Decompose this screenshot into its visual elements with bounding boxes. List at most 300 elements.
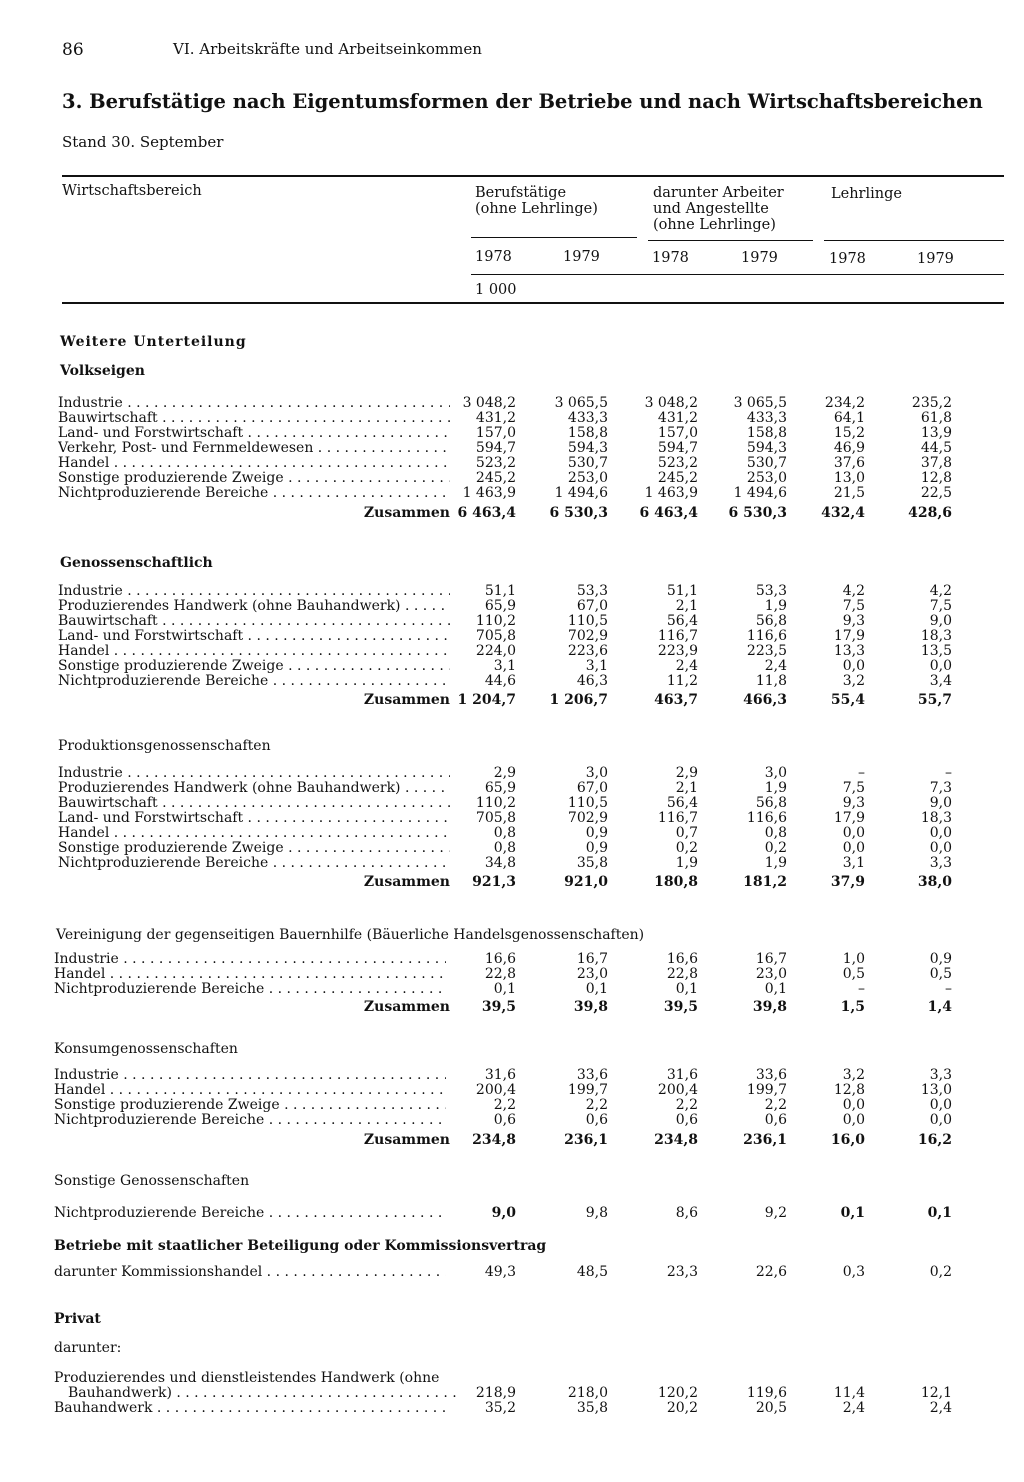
table-row — [0, 765, 1024, 780]
cell: 9,0 — [929, 613, 952, 629]
cell: 2,9 — [675, 765, 698, 781]
cell: 0,5 — [929, 966, 952, 982]
cell: 0,0 — [842, 840, 865, 856]
cell: 23,3 — [666, 1264, 698, 1280]
cell: 0,0 — [842, 658, 865, 674]
cell: 7,3 — [929, 780, 952, 796]
table-row — [0, 780, 1024, 795]
cell: 3,1 — [585, 658, 608, 674]
cell: 921,0 — [564, 874, 608, 890]
row-label: Bauhandwerk) . . . — [68, 1385, 460, 1401]
table-row — [0, 1205, 1024, 1220]
cell: 157,0 — [475, 425, 516, 441]
table-row — [0, 658, 1024, 673]
total-row — [0, 874, 1024, 889]
cell: 431,2 — [657, 410, 698, 426]
cell: 0,6 — [493, 1112, 516, 1128]
cell: 594,7 — [657, 440, 698, 456]
table-header-rule — [62, 302, 1004, 304]
row-label: Bauwirtschaft . . . — [58, 410, 450, 426]
table-row — [0, 470, 1024, 485]
cell: 1 463,9 — [644, 485, 698, 501]
row-label: Land- und Forstwirtschaft . . . — [58, 425, 450, 441]
row-label: Nichtproduzierende Bereiche . . . — [54, 981, 446, 997]
cell: 22,6 — [755, 1264, 787, 1280]
cell: 11,8 — [755, 673, 787, 689]
cell: 200,4 — [657, 1082, 698, 1098]
cell: 116,6 — [746, 628, 787, 644]
row-label: Handel . . . — [58, 825, 450, 841]
table-row — [0, 966, 1024, 981]
table-row — [0, 1082, 1024, 1097]
cell: 0,1 — [840, 1205, 865, 1221]
cell: 0,2 — [764, 840, 787, 856]
cell: 0,6 — [675, 1112, 698, 1128]
cell: 234,2 — [824, 395, 865, 411]
cell: 18,3 — [920, 810, 952, 826]
cell: 1,5 — [840, 999, 865, 1015]
cell: 61,8 — [920, 410, 952, 426]
table-row — [0, 1112, 1024, 1127]
section-sonstige-genossenschaften: Sonstige Genossenschaften — [54, 1173, 250, 1189]
row-label: Handel . . . — [54, 966, 446, 982]
cell: 2,2 — [493, 1097, 516, 1113]
total-row — [0, 999, 1024, 1014]
table-row — [0, 598, 1024, 613]
row-label: Nichtproduzierende Bereiche . . . — [58, 673, 450, 689]
total-label: Zusammen — [363, 1132, 450, 1148]
cell: 35,2 — [484, 1400, 516, 1416]
cell: 3 065,5 — [554, 395, 608, 411]
cell: – — [858, 765, 865, 781]
table-row — [0, 840, 1024, 855]
section-weitere-unterteilung: Weitere Unterteilung — [60, 334, 247, 350]
cell: 2,1 — [675, 780, 698, 796]
row-label: Produzierendes und dienstleistendes Handwerk (ohne — [54, 1370, 440, 1386]
cell: 39,5 — [481, 999, 516, 1015]
cell: 9,0 — [929, 795, 952, 811]
cell: 53,3 — [755, 583, 787, 599]
table-row — [0, 951, 1024, 966]
row-label: Sonstige produzierende Zweige . . . — [58, 840, 450, 856]
cell: 236,1 — [743, 1132, 787, 1148]
cell: 0,0 — [929, 658, 952, 674]
cell: 3 048,2 — [644, 395, 698, 411]
section-privat: Privat — [54, 1311, 101, 1327]
cell: 31,6 — [666, 1067, 698, 1083]
cell: 65,9 — [484, 780, 516, 796]
cell: 35,8 — [576, 1400, 608, 1416]
cell: 2,4 — [764, 658, 787, 674]
table-row — [0, 425, 1024, 440]
row-label: Industrie . . . — [58, 395, 450, 411]
cell: 38,0 — [917, 874, 952, 890]
cell: 4,2 — [842, 583, 865, 599]
cell: 3,0 — [585, 765, 608, 781]
cell: 3,4 — [929, 673, 952, 689]
group-lehrlinge: Lehrlinge — [831, 186, 902, 202]
cell: 218,9 — [475, 1385, 516, 1401]
cell: 9,2 — [764, 1205, 787, 1221]
cell: 110,5 — [567, 613, 608, 629]
group2-underline — [648, 240, 813, 241]
cell: 1,0 — [842, 951, 865, 967]
cell: 110,5 — [567, 795, 608, 811]
cell: 39,5 — [663, 999, 698, 1015]
cell: 0,6 — [764, 1112, 787, 1128]
cell: 433,3 — [746, 410, 787, 426]
cell: 12,8 — [920, 470, 952, 486]
cell: 0,6 — [585, 1112, 608, 1128]
cell: 180,8 — [654, 874, 698, 890]
cell: 0,1 — [927, 1205, 952, 1221]
row-label: Nichtproduzierende Bereiche . . . — [58, 855, 450, 871]
cell: 65,9 — [484, 598, 516, 614]
cell: 2,2 — [764, 1097, 787, 1113]
row-label: Land- und Forstwirtschaft . . . — [58, 628, 450, 644]
group3-underline — [824, 240, 1004, 241]
cell: 594,3 — [567, 440, 608, 456]
cell: 3,2 — [842, 673, 865, 689]
cell: 0,1 — [675, 981, 698, 997]
running-head: VI. Arbeitskräfte und Arbeitseinkommen — [173, 40, 482, 58]
cell: 1 494,6 — [554, 485, 608, 501]
table-row — [0, 1385, 1024, 1400]
cell: 37,9 — [830, 874, 865, 890]
cell: 181,2 — [743, 874, 787, 890]
cell: 48,5 — [576, 1264, 608, 1280]
cell: 16,0 — [830, 1132, 865, 1148]
section-produktionsgenossenschaften: Produktionsgenossenschaften — [58, 738, 271, 754]
cell: 9,3 — [842, 613, 865, 629]
row-label: Handel . . . — [58, 455, 450, 471]
table-row — [0, 395, 1024, 410]
cell: 3,1 — [493, 658, 516, 674]
cell: 702,9 — [567, 810, 608, 826]
cell: 0,0 — [929, 840, 952, 856]
cell: 234,8 — [472, 1132, 516, 1148]
cell: 0,9 — [585, 825, 608, 841]
cell: 0,0 — [842, 1097, 865, 1113]
cell: 16,6 — [666, 951, 698, 967]
cell: 1,4 — [927, 999, 952, 1015]
page-number: 86 — [62, 40, 84, 60]
cell: 7,5 — [929, 598, 952, 614]
cell: 20,5 — [755, 1400, 787, 1416]
cell: 199,7 — [746, 1082, 787, 1098]
cell: 18,3 — [920, 628, 952, 644]
cell: 22,5 — [920, 485, 952, 501]
cell: 2,2 — [585, 1097, 608, 1113]
row-label: Nichtproduzierende Bereiche . . . — [54, 1205, 446, 1221]
cell: 20,2 — [666, 1400, 698, 1416]
cell: 235,2 — [911, 395, 952, 411]
cell: 56,4 — [666, 795, 698, 811]
cell: 35,8 — [576, 855, 608, 871]
cell: 119,6 — [746, 1385, 787, 1401]
cell: 49,3 — [484, 1264, 516, 1280]
cell: 1 494,6 — [733, 485, 787, 501]
cell: 64,1 — [833, 410, 865, 426]
cell: 7,5 — [842, 598, 865, 614]
cell: 55,7 — [917, 692, 952, 708]
cell: 2,4 — [842, 1400, 865, 1416]
table-row — [0, 810, 1024, 825]
cell: 1 204,7 — [457, 692, 516, 708]
section-volkseigen: Volkseigen — [60, 363, 145, 379]
cell: 37,6 — [833, 455, 865, 471]
cell: 0,9 — [585, 840, 608, 856]
cell: 6 463,4 — [639, 505, 698, 521]
table-row — [0, 485, 1024, 500]
column-label: Wirtschaftsbereich — [62, 183, 202, 199]
cell: 2,1 — [675, 598, 698, 614]
group1-underline — [471, 237, 637, 238]
cell: 0,9 — [929, 951, 952, 967]
cell: 2,4 — [929, 1400, 952, 1416]
row-label: Sonstige produzierende Zweige . . . — [58, 658, 450, 674]
row-label: Bauwirtschaft . . . — [58, 613, 450, 629]
cell: 0,8 — [493, 825, 516, 841]
cell: 3 065,5 — [733, 395, 787, 411]
table-row — [0, 613, 1024, 628]
cell: 1,9 — [764, 598, 787, 614]
row-label: Sonstige produzierende Zweige . . . — [54, 1097, 446, 1113]
cell: 17,9 — [833, 628, 865, 644]
table-row — [0, 440, 1024, 455]
cell: 530,7 — [746, 455, 787, 471]
table-row — [0, 825, 1024, 840]
cell: 3,0 — [764, 765, 787, 781]
row-label: Industrie . . . — [54, 951, 446, 967]
cell: 432,4 — [821, 505, 865, 521]
cell: 0,5 — [842, 966, 865, 982]
cell: 56,8 — [755, 613, 787, 629]
year-header: 1978 — [829, 251, 866, 267]
row-label: Produzierendes Handwerk (ohne Bauhandwerk) . . . — [58, 780, 450, 796]
cell: 2,2 — [675, 1097, 698, 1113]
row-label: Produzierendes Handwerk (ohne Bauhandwerk) . . . — [58, 598, 450, 614]
cell: 16,7 — [755, 951, 787, 967]
cell: 23,0 — [755, 966, 787, 982]
section-staatliche-beteiligung: Betriebe mit staatlicher Beteiligung oder Kommissionsvertrag — [54, 1238, 547, 1254]
cell: 530,7 — [567, 455, 608, 471]
cell: 51,1 — [666, 583, 698, 599]
cell: 23,0 — [576, 966, 608, 982]
cell: 0,3 — [842, 1264, 865, 1280]
cell: 224,0 — [475, 643, 516, 659]
cell: 31,6 — [484, 1067, 516, 1083]
cell: 67,0 — [576, 780, 608, 796]
cell: 466,3 — [743, 692, 787, 708]
total-row — [0, 1132, 1024, 1147]
table-row — [0, 673, 1024, 688]
section-vdgb: Vereinigung der gegenseitigen Bauernhilfe (Bäuerliche Handelsgenossenschaften) — [56, 927, 645, 943]
cell: 116,6 — [746, 810, 787, 826]
cell: 37,8 — [920, 455, 952, 471]
cell: 13,0 — [920, 1082, 952, 1098]
total-label: Zusammen — [363, 692, 450, 708]
cell: 0,0 — [842, 825, 865, 841]
cell: 158,8 — [567, 425, 608, 441]
cell: 523,2 — [657, 455, 698, 471]
cell: 11,4 — [833, 1385, 865, 1401]
cell: 12,1 — [920, 1385, 952, 1401]
cell: 0,0 — [929, 825, 952, 841]
cell: 13,3 — [833, 643, 865, 659]
total-label: Zusammen — [363, 874, 450, 890]
cell: 15,2 — [833, 425, 865, 441]
cell: – — [945, 765, 952, 781]
table-subtitle: Stand 30. September — [62, 133, 224, 151]
cell: 2,4 — [675, 658, 698, 674]
cell: 1,9 — [764, 780, 787, 796]
row-label: Land- und Forstwirtschaft . . . — [58, 810, 450, 826]
cell: 46,3 — [576, 673, 608, 689]
cell: 1,9 — [764, 855, 787, 871]
cell: 218,0 — [567, 1385, 608, 1401]
cell: 44,5 — [920, 440, 952, 456]
cell: 55,4 — [830, 692, 865, 708]
cell: 67,0 — [576, 598, 608, 614]
row-label: Handel . . . — [58, 643, 450, 659]
row-label: Industrie . . . — [58, 765, 450, 781]
cell: 21,5 — [833, 485, 865, 501]
cell: 236,1 — [564, 1132, 608, 1148]
cell: 223,6 — [567, 643, 608, 659]
table-row — [0, 1400, 1024, 1415]
cell: 39,8 — [752, 999, 787, 1015]
cell: 0,1 — [585, 981, 608, 997]
cell: 158,8 — [746, 425, 787, 441]
table-row — [0, 795, 1024, 810]
table-row — [0, 981, 1024, 996]
cell: 22,8 — [484, 966, 516, 982]
cell: 39,8 — [573, 999, 608, 1015]
cell: 16,6 — [484, 951, 516, 967]
cell: 1 206,7 — [549, 692, 608, 708]
table-row — [0, 1097, 1024, 1112]
years-underline — [471, 274, 1004, 275]
cell: 0,0 — [842, 1112, 865, 1128]
table-row — [0, 628, 1024, 643]
cell: 16,2 — [917, 1132, 952, 1148]
section-genossenschaftlich: Genossenschaftlich — [60, 555, 213, 571]
table-row — [0, 455, 1024, 470]
cell: 199,7 — [567, 1082, 608, 1098]
row-label: Bauwirtschaft . . . — [58, 795, 450, 811]
cell: 56,8 — [755, 795, 787, 811]
cell: 11,2 — [666, 673, 698, 689]
cell: 431,2 — [475, 410, 516, 426]
cell: 253,0 — [567, 470, 608, 486]
year-header: 1978 — [475, 249, 512, 265]
cell: 705,8 — [475, 628, 516, 644]
cell: 0,0 — [929, 1112, 952, 1128]
cell: 53,3 — [576, 583, 608, 599]
row-label: Industrie . . . — [58, 583, 450, 599]
cell: 22,8 — [666, 966, 698, 982]
cell: 13,5 — [920, 643, 952, 659]
cell: 200,4 — [475, 1082, 516, 1098]
row-label: Nichtproduzierende Bereiche . . . — [58, 485, 450, 501]
cell: 0,1 — [764, 981, 787, 997]
cell: 223,9 — [657, 643, 698, 659]
row-label: Nichtproduzierende Bereiche . . . — [54, 1112, 446, 1128]
cell: 120,2 — [657, 1385, 698, 1401]
cell: 223,5 — [746, 643, 787, 659]
cell: 3,3 — [929, 855, 952, 871]
cell: 2,9 — [493, 765, 516, 781]
cell: 0,8 — [493, 840, 516, 856]
cell: 9,0 — [491, 1205, 516, 1221]
cell: 3,2 — [842, 1067, 865, 1083]
cell: 33,6 — [755, 1067, 787, 1083]
year-header: 1979 — [563, 249, 600, 265]
cell: – — [858, 981, 865, 997]
cell: 12,8 — [833, 1082, 865, 1098]
cell: 0,0 — [929, 1097, 952, 1113]
row-label: Handel . . . — [54, 1082, 446, 1098]
cell: 245,2 — [657, 470, 698, 486]
cell: 110,2 — [475, 795, 516, 811]
row-label: Industrie . . . — [54, 1067, 446, 1083]
unit-label: 1 000 — [475, 282, 517, 298]
cell: 0,1 — [493, 981, 516, 997]
table-row — [0, 643, 1024, 658]
cell: 0,2 — [929, 1264, 952, 1280]
table-row — [0, 1067, 1024, 1082]
cell: 463,7 — [654, 692, 698, 708]
cell: 44,6 — [484, 673, 516, 689]
cell: 56,4 — [666, 613, 698, 629]
cell: 433,3 — [567, 410, 608, 426]
row-label: Sonstige produzierende Zweige . . . — [58, 470, 450, 486]
total-label: Zusammen — [363, 999, 450, 1015]
year-header: 1979 — [741, 250, 778, 266]
cell: 594,3 — [746, 440, 787, 456]
darunter-label: darunter: — [54, 1340, 122, 1356]
cell: 594,7 — [475, 440, 516, 456]
cell: 16,7 — [576, 951, 608, 967]
total-row — [0, 692, 1024, 707]
cell: 116,7 — [657, 810, 698, 826]
cell: 1 463,9 — [462, 485, 516, 501]
table-row — [0, 855, 1024, 870]
cell: 0,7 — [675, 825, 698, 841]
cell: 1,9 — [675, 855, 698, 871]
cell: 13,9 — [920, 425, 952, 441]
table-top-rule — [62, 175, 1004, 177]
row-label: Verkehr, Post- und Fernmeldewesen . . . — [58, 440, 450, 456]
cell: 6 463,4 — [457, 505, 516, 521]
cell: 8,6 — [675, 1205, 698, 1221]
year-header: 1979 — [917, 251, 954, 267]
cell: 46,9 — [833, 440, 865, 456]
cell: 7,5 — [842, 780, 865, 796]
cell: 13,0 — [833, 470, 865, 486]
cell: 523,2 — [475, 455, 516, 471]
row-label: darunter Kommissionshandel . . . — [54, 1264, 446, 1280]
table-row — [0, 1264, 1024, 1279]
cell: 157,0 — [657, 425, 698, 441]
cell: 17,9 — [833, 810, 865, 826]
cell: 4,2 — [929, 583, 952, 599]
table-title: 3. Berufstätige nach Eigentumsformen der Betriebe und nach Wirtschaftsbereichen — [62, 90, 983, 113]
cell: 110,2 — [475, 613, 516, 629]
cell: 705,8 — [475, 810, 516, 826]
cell: 9,8 — [585, 1205, 608, 1221]
